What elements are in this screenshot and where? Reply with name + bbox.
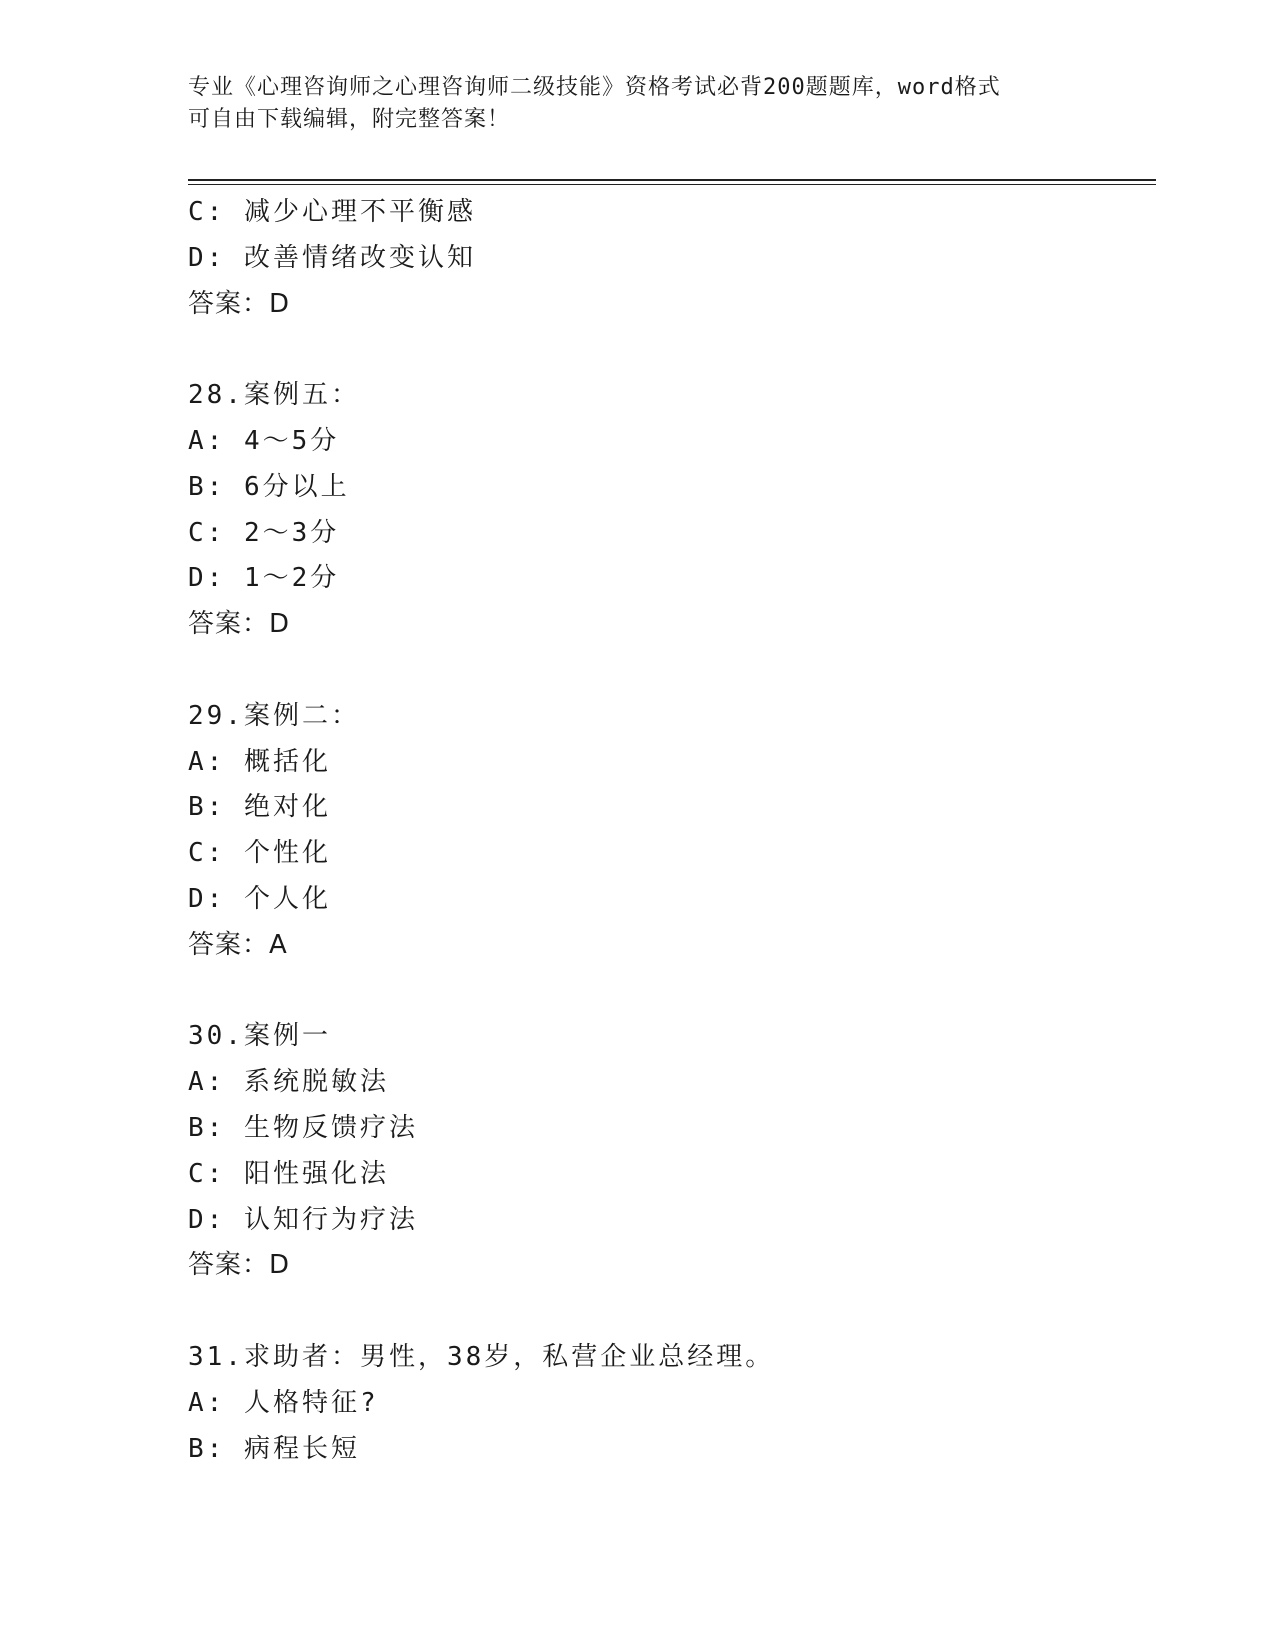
option-b: B: 6分以上 <box>188 471 350 502</box>
header-line-1: 专业《心理咨询师之心理咨询师二级技能》资格考试必背200题题库，word格式 <box>188 75 1001 100</box>
option-d: D: 1～2分 <box>188 563 340 594</box>
header-line-2: 可自由下载编辑，附完整答案！ <box>188 107 511 132</box>
question-29 <box>188 694 1156 969</box>
question-title: 30.案例一 <box>188 1021 331 1052</box>
question-31 <box>188 1335 1156 1472</box>
spacer <box>188 1289 1156 1335</box>
option-c: C: 2～3分 <box>188 517 340 548</box>
question-list <box>188 190 1156 1472</box>
option-a: A: 系统脱敏法 <box>188 1067 389 1098</box>
answer-line: 答案：D <box>188 609 291 640</box>
option-c: C: 个性化 <box>188 838 331 869</box>
option-d: D: 改善情绪改变认知 <box>188 242 476 273</box>
answer-line: 答案：A <box>188 929 288 960</box>
question-30 <box>188 1014 1156 1289</box>
option-b: B: 病程长短 <box>188 1433 360 1464</box>
option-a: A: 人格特征? <box>188 1387 379 1418</box>
question-title: 31.求助者：男性，38岁，私营企业总经理。 <box>188 1341 775 1372</box>
option-a: A: 4～5分 <box>188 425 340 456</box>
option-d: D: 个人化 <box>188 883 331 914</box>
header-divider <box>188 179 1156 185</box>
question-title: 28.案例五： <box>188 380 360 411</box>
answer-line: 答案：D <box>188 288 291 319</box>
page-header <box>188 72 1088 136</box>
question-28 <box>188 373 1156 648</box>
option-d: D: 认知行为疗法 <box>188 1204 418 1235</box>
spacer <box>188 969 1156 1015</box>
option-c: C: 减少心理不平衡感 <box>188 197 476 227</box>
spacer <box>188 327 1156 373</box>
option-b: B: 绝对化 <box>188 792 331 823</box>
question-title: 29.案例二： <box>188 700 360 731</box>
spacer <box>188 648 1156 694</box>
option-a: A: 概括化 <box>188 746 331 777</box>
answer-line: 答案：D <box>188 1250 291 1281</box>
question-27-tail <box>188 190 1156 327</box>
option-b: B: 生物反馈疗法 <box>188 1112 418 1143</box>
option-c: C: 阳性强化法 <box>188 1158 389 1189</box>
